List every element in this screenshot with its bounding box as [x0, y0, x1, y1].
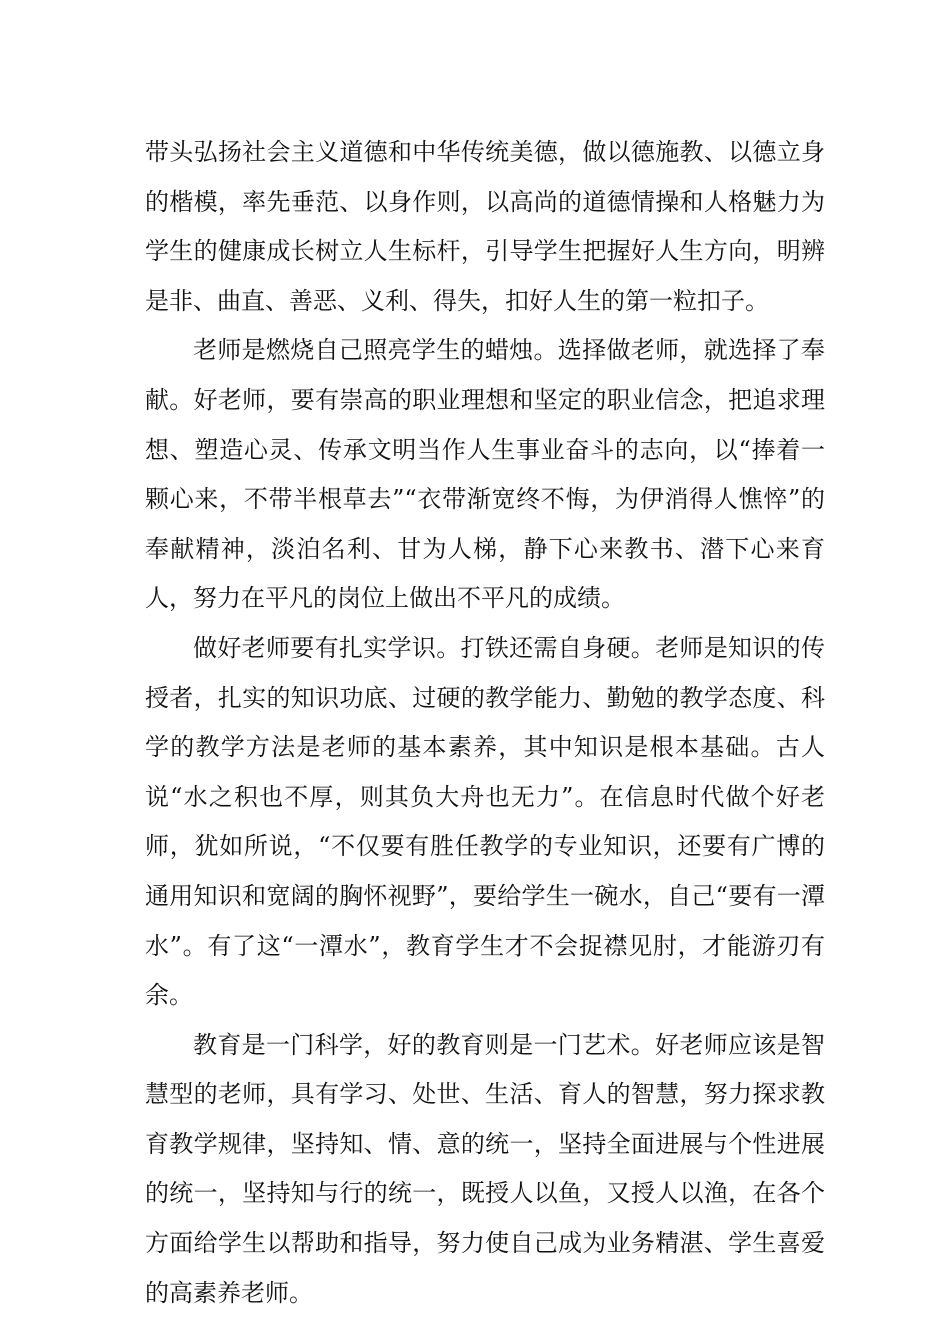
paragraph-2: 老师是燃烧自己照亮学生的蜡烛。选择做老师，就选择了奉献。好老师，要有崇高的职业理想和坚定的职业信念，把追求理想、塑造心灵、传承文明当作人生事业奋斗的志向，以“捧着一颗心来，不带半根草去”“衣带渐宽终不悔，为伊消得人憔悴”的奉献精神，淡泊名利、甘为人梯，静下心来教书、潜下心来育人，努力在平凡的岗位上做出不平凡的成绩。 — [145, 336, 825, 613]
document-body — [145, 128, 825, 1318]
paragraph-1: 带头弘扬社会主义道德和中华传统美德，做以德施教、以德立身的楷模，率先垂范、以身作则，以高尚的道德情操和人格魅力为学生的健康成长树立人生标杆，引导学生把握好人生方向，明辨是非、曲直、善恶、义利、得失，扣好人生的第一粒扣子。 — [145, 138, 825, 315]
paragraph-4: 教育是一门科学，好的教育则是一门艺术。好老师应该是智慧型的老师，具有学习、处世、生活、育人的智慧，努力探求教育教学规律，坚持知、情、意的统一，坚持全面进展与个性进展的统一，坚持知与行的统一，既授人以鱼，又授人以渔，在各个方面给学生以帮助和指导，努力使自己成为业务精湛、学生喜爱的高素养老师。 — [145, 1030, 825, 1307]
paragraph-3: 做好老师要有扎实学识。打铁还需自身硬。老师是知识的传授者，扎实的知识功底、过硬的教学能力、勤勉的教学态度、科学的教学方法是老师的基本素养，其中知识是根本基础。古人说“水之积也不厚，则其负大舟也无力”。在信息时代做个好老师，犹如所说，“不仅要有胜任教学的专业知识，还要有广博的通用知识和宽阔的胸怀视野”，要给学生一碗水，自己“要有一潭水”。有了这“一潭水”，教育学生才不会捉襟见肘，才能游刃有余。 — [145, 633, 825, 1010]
